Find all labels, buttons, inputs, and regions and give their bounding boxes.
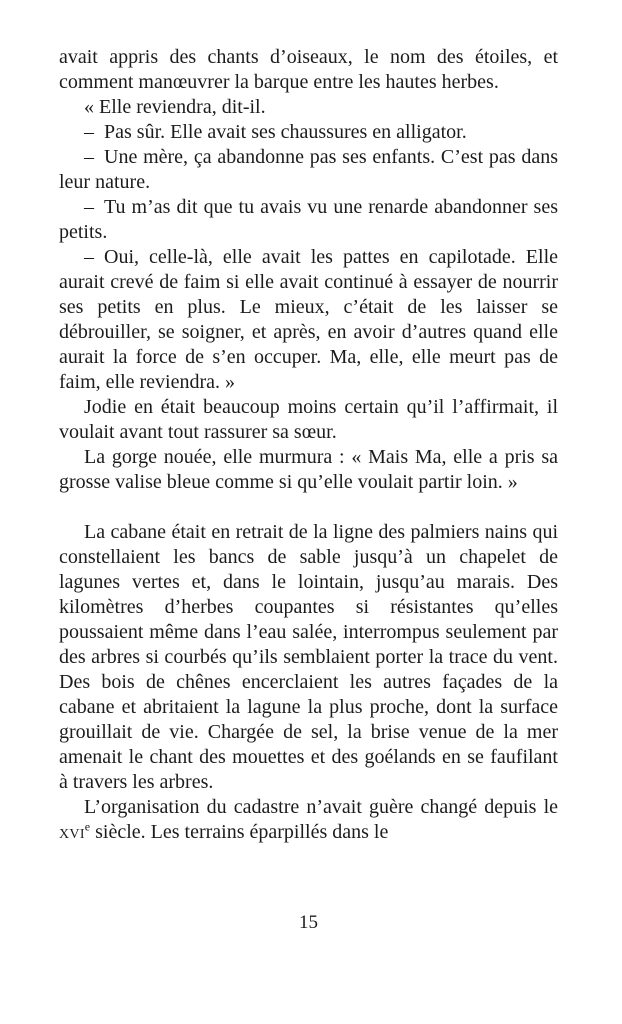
dialogue-line: – Pas sûr. Elle avait ses chaussures en alligator. — [84, 121, 467, 143]
dialogue-line: – Oui, celle-là, elle avait les pattes en capilotade. Elle aurait crevé de faim si elle avait continué à essayer de nourrir ses petits en plus. Le mieux, c’était de les laisser se débrouiller, se soigner, et après, en avoir d’autres quand elle aurait la force de s’en occuper. Ma, elle, elle meurt pas de faim, elle reviendra. » — [59, 246, 558, 393]
dialogue-line: – Tu m’as dit que tu avais vu une renarde abandonner ses petits. — [59, 196, 558, 243]
roman-numeral-smallcaps: xvi — [59, 821, 85, 843]
paragraph-text-segment: siècle. Les terrains éparpillés dans le — [90, 821, 389, 843]
paragraph — [59, 795, 558, 845]
page-text-block — [59, 45, 558, 845]
paragraph-continuation: avait appris des chants d’oiseaux, le nom des étoiles, et comment manœuvrer la barque entre les hautes herbes. — [59, 46, 558, 93]
paragraph: La gorge nouée, elle murmura : « Mais Ma, elle a pris sa grosse valise bleue comme si qu’elle voulait partir loin. » — [59, 446, 558, 493]
paragraph: La cabane était en retrait de la ligne des palmiers nains qui constellaient les bancs de sable jusqu’à un chapelet de lagunes vertes et, dans le lointain, jusqu’au marais. Des kilomètres d’herbes coupantes si résistantes qu’elles poussaient même dans l’eau salée, interrompus seulement par des arbres si courbés qu’ils semblaient porter la trace du vent. Des bois de chênes encerclaient les autres façades de la cabane et abritaient la lagune la plus proche, dont la surface grouillait de vie. Chargée de sel, la brise venue de la mer amenait le chant des mouettes et des goélands en se faufilant à travers les arbres. — [59, 521, 558, 793]
dialogue-line: « Elle reviendra, dit-il. — [84, 96, 266, 118]
page-number: 15 — [299, 912, 318, 933]
paragraph: Jodie en était beaucoup moins certain qu’il l’affirmait, il voulait avant tout rassurer sa sœur. — [59, 396, 558, 443]
ordinal-superscript: e — [84, 819, 91, 834]
paragraph-text-segment: L’organisation du cadastre n’avait guère changé depuis le — [84, 796, 558, 818]
dialogue-line: – Une mère, ça abandonne pas ses enfants. C’est pas dans leur nature. — [59, 146, 558, 193]
